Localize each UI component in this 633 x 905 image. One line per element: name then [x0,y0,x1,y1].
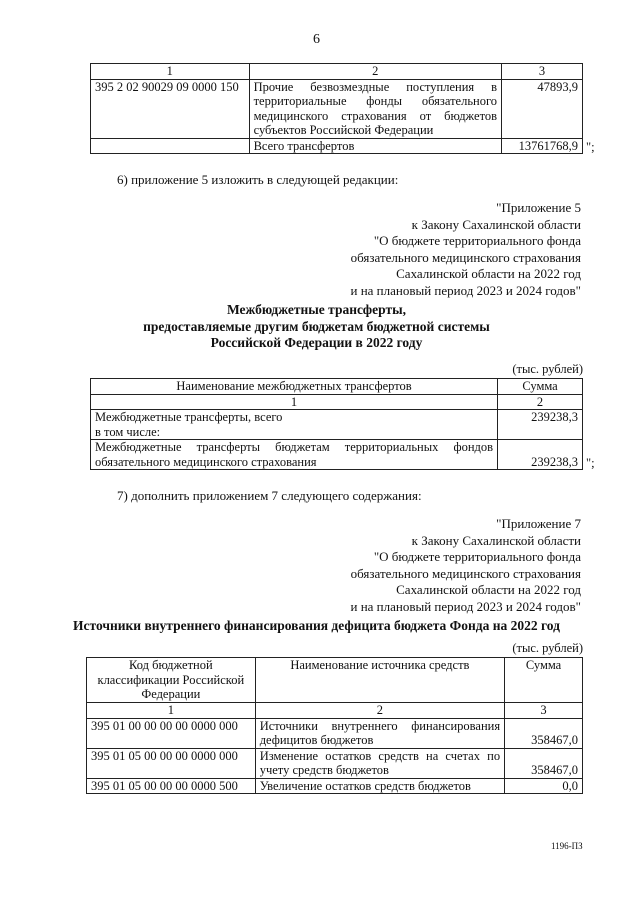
row-amount: 239238,3 [498,410,583,440]
document-code: 1196-ПЗ [551,841,583,851]
row-code: 395 2 02 90029 09 0000 150 [91,79,250,138]
heading-line: Межбюджетные трансферты, [226,302,407,317]
col-number-2: 2 [249,64,501,80]
page-number: 6 [313,32,320,47]
row-name: Межбюджетные трансферты бюджетам территориальных фондов обязательного медицинского страхования [91,440,498,470]
row-name: Увеличение остатков средств бюджетов [255,778,504,794]
item-6-text: 6) приложение 5 изложить в следующей редакции: [117,172,399,187]
col-number-2: 2 [255,703,504,719]
col-number-1: 1 [91,64,250,80]
col-header-amount: Сумма [505,658,583,703]
col-header-amount: Сумма [498,379,583,395]
heading-line: предоставляемые другим бюджетам бюджетной системы [143,318,490,334]
closing-quote: "; [586,456,595,470]
heading-line: Российской Федерации в 2022 году [210,335,423,350]
col-number-2: 2 [498,394,583,410]
col-header-name: Наименование межбюджетных трансфертов [91,379,498,395]
interbudget-transfers-table [90,378,583,470]
closing-quote: "; [586,140,595,154]
deficit-financing-table [86,657,583,794]
appendix-line: Сахалинской области на 2022 год [396,266,581,281]
table-number-row [91,394,583,410]
col-header-code: Код бюджетной классификации Российской Федерации [87,658,256,703]
row-amount: 13761768,9 [502,138,583,154]
appendix-line: "О бюджете территориального фонда [373,233,581,248]
appendix-line: и на плановый период 2023 и 2024 годов" [350,282,581,298]
col-header-name: Наименование источника средств [255,658,504,703]
appendix-5-block [350,200,581,299]
appendix-line: обязательного медицинского страхования [350,565,581,581]
row-code [91,138,250,154]
appendix-line: "Приложение 5 [496,200,581,215]
col-number-3: 3 [505,703,583,719]
table-row [87,778,583,794]
appendix-line: Сахалинской области на 2022 год [396,582,581,597]
table-row [91,410,583,440]
item-7-text: 7) дополнить приложением 7 следующего содержания: [117,488,422,503]
appendix-line: к Закону Сахалинской области [411,532,581,548]
appendix-line: и на плановый период 2023 и 2024 годов" [350,598,581,614]
table-header-row [91,64,583,80]
col-number-1: 1 [87,703,256,719]
appendix-line: "Приложение 7 [496,516,581,531]
row-name-line: в том числе: [95,424,161,439]
table-row-total [91,138,583,154]
table-row [87,748,583,778]
table-row [91,79,583,138]
heading-deficit-financing-sources: Источники внутреннего финансирования дефицита бюджета Фонда на 2022 год [73,618,560,633]
heading-interbudget-transfers [0,302,633,352]
table-header-row [87,658,583,703]
row-amount: 47893,9 [502,79,583,138]
col-number-1: 1 [91,394,498,410]
row-name-line: Межбюджетные трансферты, всего [95,410,283,424]
row-name: Источники внутреннего финансирования дефицитов бюджетов [255,718,504,748]
appendix-line: к Закону Сахалинской области [411,216,581,232]
row-code: 395 01 05 00 00 00 0000 500 [87,778,256,794]
row-name: Всего трансфертов [249,138,501,154]
unit-label: (тыс. рублей) [512,641,583,655]
row-amount: 358467,0 [505,718,583,748]
row-name [91,410,498,440]
table-number-row [87,703,583,719]
unit-label: (тыс. рублей) [512,362,583,376]
row-amount: 0,0 [505,778,583,794]
appendix-7-block [350,516,581,615]
row-amount: 358467,0 [505,748,583,778]
appendix-line: "О бюджете территориального фонда [373,549,581,564]
col-number-3: 3 [502,64,583,80]
table-header-row [91,379,583,395]
row-amount: 239238,3 [498,440,583,470]
row-code: 395 01 00 00 00 00 0000 000 [87,718,256,748]
row-code: 395 01 05 00 00 00 0000 000 [87,748,256,778]
table-row [91,440,583,470]
row-name: Изменение остатков средств на счетах по учету средств бюджетов [255,748,504,778]
appendix-line: обязательного медицинского страхования [350,249,581,265]
transfers-table [90,63,583,154]
row-name: Прочие безвозмездные поступления в территориальные фонды обязательного медицинского страхования от бюджетов субъектов Российской Федерации [249,79,501,138]
table-row [87,718,583,748]
